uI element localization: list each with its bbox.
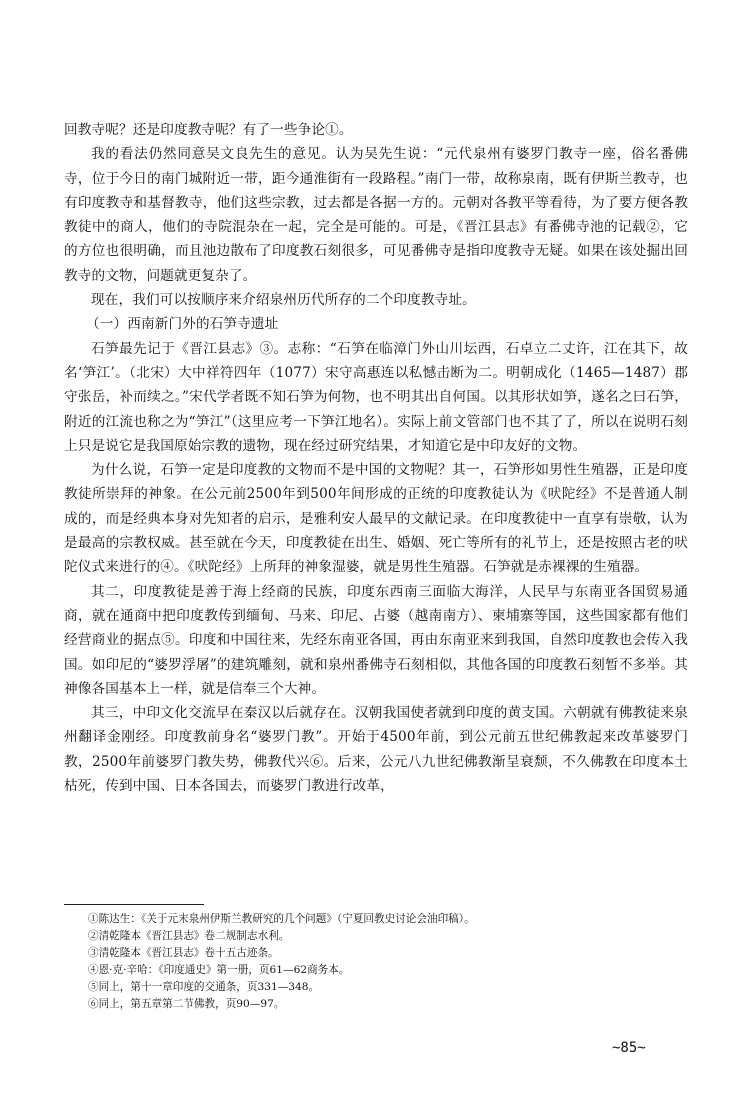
paragraph-3: 现在，我们可以按顺序来介绍泉州历代所存的二个印度教寺址。 bbox=[91, 292, 476, 309]
paragraph-1: 回教寺呢？还是印度教寺呢？有了一些争论①。 bbox=[64, 122, 353, 138]
paragraph-7: 其三，中印文化交流早在秦汉以后就存在。汉朝我国使者就到印度的黄支国。六朝就有佛教徒来泉州翻译金刚经。印度教前身名“婆罗门教”。开始于4500年前，到公元前五世纪佛教起来改革婆罗门教，2500年前婆罗门教失势，佛教代兴⑥。后来，公元八九世纪佛教渐呈衰颓，不久佛教在印度本土枯死，传到中国、日本各国去，而婆罗门教进行改革， bbox=[64, 705, 688, 795]
footnote-5: ⑤同上，第十一章印度的交通条，页331—348。 bbox=[88, 981, 320, 993]
footnotes bbox=[88, 911, 688, 1013]
paragraph-4: 石笋最先记于《晋江县志》③。志称：“石笋在临漳门外山川坛西，石卓立二丈许，江在其下，故名‘笋江’。（北宋）大中祥符四年（1077）宋守高惠连以私憾击断为二。明朝成化（1465—1487）郡守张岳，补而续之。”宋代学者既不知石笋为何物，也不明其出自何国。以其形状如笋，遂名之曰石笋，附近的江流也称之为“笋江”（这里应考一下笋江地名）。实际上前文管部门也不其了了，所以在说明石刻上只是说它是我国原始宗教的遗物，现在经过研究结果，才知道它是中印友好的文物。 bbox=[64, 340, 688, 454]
footnote-6: ⑥同上，第五章第二节佛教，页90—97。 bbox=[88, 998, 285, 1010]
section-heading: （一）西南新门外的石笋寺遗址 bbox=[86, 316, 279, 333]
footnote-4: ④恩·克·辛哈：《印度通史》第一册，页61—62商务本。 bbox=[88, 964, 350, 976]
paragraph-2: 我的看法仍然同意吴文良先生的意见。认为吴先生说：“元代泉州有婆罗门教寺一座，俗名番佛寺，位于今日的南门城附近一带，距今通淮街有一段路程。”南门一带，故称泉南，既有伊斯兰教寺，也有印度教寺和基督教寺，他们这些宗教，过去都是各据一方的。元朝对各教平等看待，为了要方便各教教徒中的商人，他们的寺院混杂在一起，完全是可能的。可是，《晋江县志》有番佛寺池的记载②，它的方位也很明确，而且池边散布了印度教石刻很多，可见番佛寺是指印度教寺无疑。如果在该处掘出回教寺的文物，问题就更复杂了。 bbox=[64, 146, 688, 284]
page-number: ~85~ bbox=[612, 1040, 646, 1056]
paragraph-6: 其二，印度教徒是善于海上经商的民族，印度东西南三面临大海洋，人民早与东南亚各国贸易通商，就在通商中把印度教传到缅甸、马来、印尼、占婆（越南南方）、柬埔寨等国，这些国家都有他们经营商业的据点⑤。印度和中国往来，先经东南亚各国，再由东南亚来到我国，自然印度教也会传入我国。如印尼的“婆罗浮屠”的建筑雕刻，就和泉州番佛寺石刻相似，其他各国的印度教石刻暂不多举。其神像各国基本上一样，就是信奉三个大神。 bbox=[64, 583, 688, 697]
footnote-2: ②清乾隆本《晋江县志》卷二规制志水利。 bbox=[88, 930, 290, 942]
footnote-divider bbox=[64, 904, 204, 905]
body-text bbox=[64, 118, 688, 798]
footnote-1: ①陈达生：《关于元末泉州伊斯兰教研究的几个问题》（宁夏回教史讨论会油印稿）。 bbox=[88, 913, 475, 925]
paragraph-5: 为什么说，石笋一定是印度教的文物而不是中国的文物呢？其一，石笋形如男性生殖器，正是印度教徒所崇拜的神象。在公元前2500年到500年间形成的正统的印度教徒认为《吠陀经》不是普通人制成的，而是经典本身对先知者的启示，是雅利安人最早的文献记录。在印度教徒中一直享有崇敬，认为是最高的宗教权威。甚至就在今天，印度教徒在出生、婚姻、死亡等所有的礼节上，还是按照古老的吠陀仪式来进行的④。《吠陀经》上所拜的神象湿婆，就是男性生殖器。石笋就是赤裸裸的生殖器。 bbox=[64, 462, 688, 576]
footnote-3: ③清乾隆本《晋江县志》卷十五古迹条。 bbox=[88, 947, 279, 959]
